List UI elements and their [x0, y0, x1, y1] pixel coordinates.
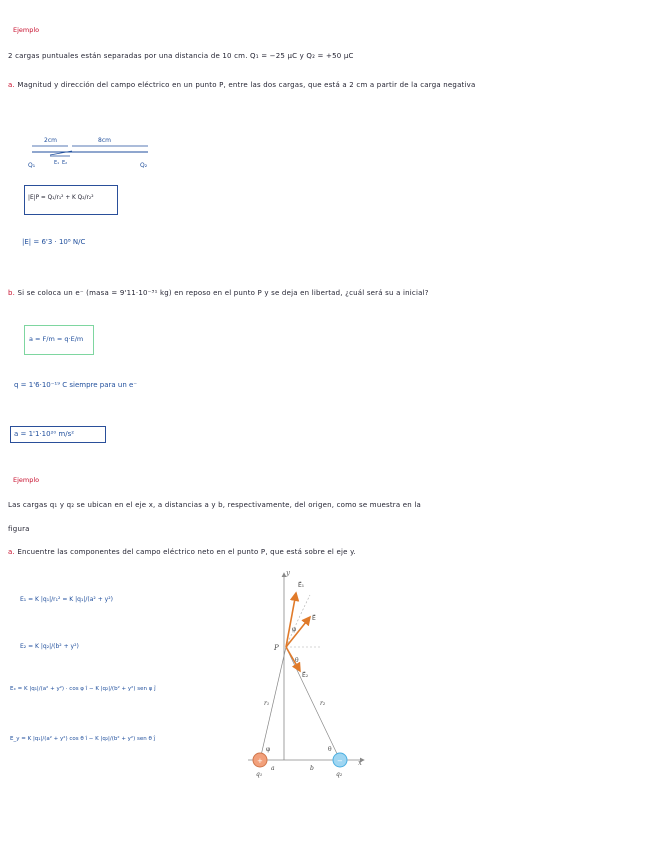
eq-e2: E₂ = K |q₂|/(b² + y²)	[20, 643, 79, 650]
e1-label: E₁	[54, 160, 60, 166]
theta-label-top: θ	[295, 657, 299, 664]
part-b-label: b.	[8, 289, 16, 297]
charge-q1-sign: +	[257, 757, 263, 765]
section1-part-a	[8, 74, 638, 96]
section2-problem-line1: Las cargas q₁ y q₂ se ubican en el eje x, a distancias a y b, respectivamente, del origen, como se muestra en la	[8, 501, 421, 509]
a-label: a	[271, 765, 275, 772]
q2-label: Q₂	[140, 162, 148, 169]
e-vector	[286, 617, 310, 647]
section2-part-a-text: Encuentre las componentes del campo eléctrico neto en el punto P, que está sobre el eje y.	[17, 548, 356, 556]
theta-label-bottom: θ	[328, 746, 332, 753]
part-b-text: Si se coloca un e⁻ (masa = 9'11·10⁻³¹ kg) en reposo en el punto P y se deja en libertad, ¿cuál será su a inicial?	[17, 289, 429, 297]
part-a-text: Magnitud y dirección del campo eléctrico en un punto P, entre las dos cargas, que está a 2 cm a partir de la carga negativa	[17, 81, 476, 89]
phi-label-top: φ	[292, 626, 297, 633]
q2-label: q₂	[336, 771, 343, 778]
section2-part-a-label: a.	[8, 548, 15, 556]
formula-box	[24, 185, 118, 215]
r2-label: r₂	[320, 700, 326, 707]
section2-problem-line2: figura	[8, 525, 30, 533]
eq-ey: E_y = K |q₁|/(a² + y²) cos θ î − K |q₂|/(b² + y²) sen θ ĵ	[10, 736, 156, 742]
result-e: |E| = 6'3 · 10⁸ N/C	[22, 238, 86, 246]
r1-label: r₁	[264, 700, 270, 707]
point-p-label: P	[274, 644, 279, 652]
section1-part-b	[8, 289, 429, 297]
e2-vector-label: E⃗₂	[302, 672, 309, 679]
section2-title: Ejemplo	[13, 476, 40, 484]
dist-left-label: 2cm	[44, 137, 57, 144]
eq-ex: Eₓ = K |q₁|/(a² + y²) · cos φ î − K |q₂|/(b² + y²) sen φ ĵ	[10, 686, 156, 692]
eq-e1: E₁ = K |q₁|/r₁² = K |q₁|/(a² + y²)	[20, 596, 113, 603]
section1-problem: 2 cargas puntuales están separadas por una distancia de 10 cm. Q₁ = −25 μC y Q₂ = +50 μC	[8, 52, 354, 60]
accel-formula-box	[24, 325, 94, 355]
e-vector-label: E⃗	[312, 615, 316, 622]
q1-label: q₁	[256, 771, 263, 778]
e1-vector	[286, 593, 296, 647]
e1-vector-label: E⃗₁	[298, 582, 305, 589]
e2-label: E₂	[62, 160, 68, 166]
field-figure	[240, 565, 370, 780]
y-axis-label: y	[286, 569, 290, 577]
charges-diagram	[20, 134, 160, 174]
phi-label-bottom: φ	[266, 746, 271, 753]
accel-formula: a = F/m = q·E/m	[29, 335, 84, 343]
section1-title: Ejemplo	[13, 26, 40, 34]
x-axis-label: x	[358, 759, 362, 767]
dist-right-label: 8cm	[98, 137, 111, 144]
charge-electron-line: q = 1'6·10⁻¹⁹ C siempre para un e⁻	[14, 381, 138, 389]
part-a-label: a.	[8, 81, 15, 89]
formula-text: |E|P = Q₁/r₁² + K Q₂/r₂²	[28, 195, 94, 201]
accel-result-box	[10, 426, 106, 443]
charge-q2-sign: −	[337, 757, 343, 765]
q1-label: Q₁	[28, 162, 36, 169]
b-label: b	[310, 765, 314, 772]
section2-part-a	[8, 548, 356, 556]
accel-result: a = 1'1·10²⁰ m/s²	[14, 430, 75, 438]
